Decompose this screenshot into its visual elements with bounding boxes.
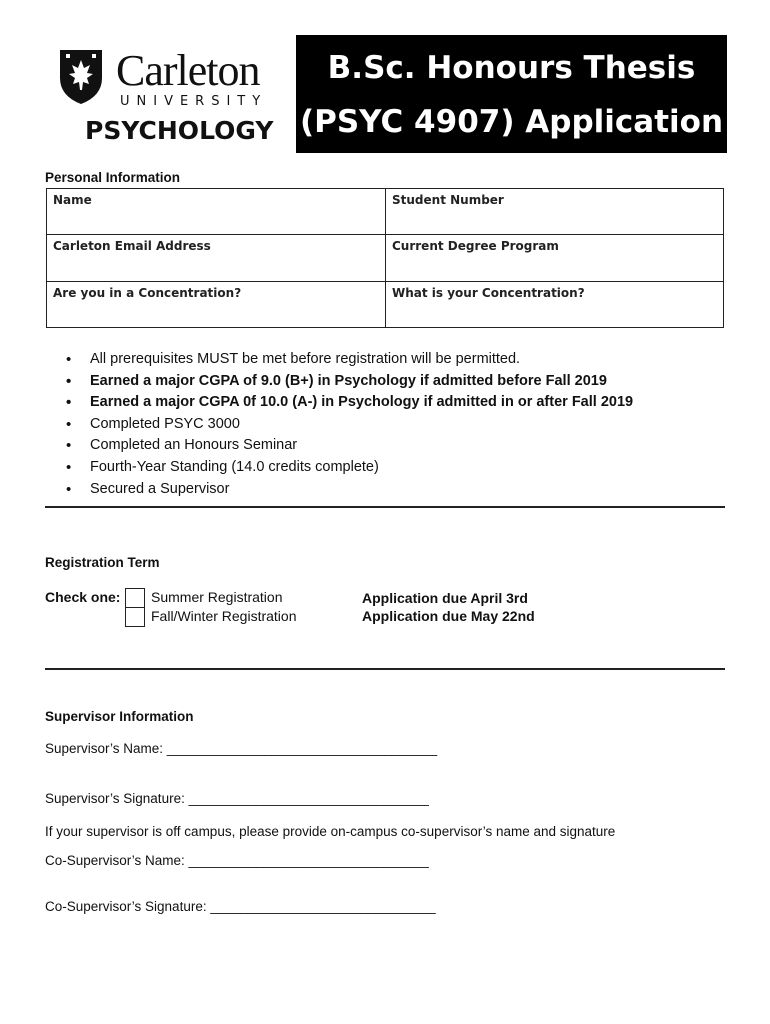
co-supervisor-signature-field[interactable]: Co-Supervisor’s Signature: ______________________________ — [45, 899, 436, 914]
carleton-logo — [58, 44, 288, 154]
concentration-question-field[interactable]: Are you in a Concentration? — [47, 281, 386, 327]
student-number-field[interactable]: Student Number — [386, 189, 724, 235]
fall-winter-registration-checkbox[interactable] — [125, 607, 145, 627]
summer-registration-label: Summer Registration — [151, 589, 283, 605]
carleton-wordmark: Carleton — [116, 46, 260, 95]
personal-info-heading: Personal Information — [45, 170, 181, 185]
fall-winter-due-date: Application due May 22nd — [362, 608, 535, 624]
list-item: • Secured a Supervisor — [64, 479, 633, 501]
list-item: • Fourth-Year Standing (14.0 credits complete) — [64, 457, 633, 479]
off-campus-note: If your supervisor is off campus, please provide on-campus co-supervisor’s name and signature — [45, 824, 616, 839]
fall-winter-registration-label: Fall/Winter Registration — [151, 608, 297, 624]
degree-program-field[interactable]: Current Degree Program — [386, 235, 724, 281]
supervisor-info-heading: Supervisor Information — [45, 709, 194, 724]
crest-icon — [58, 48, 104, 106]
list-item: • Completed an Honours Seminar — [64, 435, 633, 457]
email-field[interactable]: Carleton Email Address — [47, 235, 386, 281]
department-name: PSYCHOLOGY — [85, 116, 274, 145]
personal-info-table — [46, 188, 724, 328]
form-title-line-1: B.Sc. Honours Thesis — [327, 50, 696, 86]
concentration-name-field[interactable]: What is your Concentration? — [386, 281, 724, 327]
list-item: • All prerequisites MUST be met before registration will be permitted. — [64, 349, 633, 371]
list-item: • Completed PSYC 3000 — [64, 414, 633, 436]
summer-due-date: Application due April 3rd — [362, 590, 528, 606]
supervisor-signature-field[interactable]: Supervisor’s Signature: ________________________________ — [45, 791, 429, 806]
check-one-label: Check one: — [45, 589, 121, 605]
list-item: • Earned a major CGPA 0f 10.0 (A-) in Psychology if admitted in or after Fall 2019 — [64, 392, 633, 414]
co-supervisor-name-field[interactable]: Co-Supervisor’s Name: ________________________________ — [45, 853, 429, 868]
form-title-banner — [296, 35, 727, 153]
form-title-line-2: (PSYC 4907) Application — [299, 104, 724, 140]
divider — [45, 506, 725, 508]
divider — [45, 668, 725, 670]
university-wordmark: UNIVERSITY — [120, 94, 268, 109]
supervisor-name-field[interactable]: Supervisor’s Name: ____________________________________ — [45, 741, 438, 756]
registration-term-heading: Registration Term — [45, 555, 160, 570]
name-field[interactable]: Name — [47, 189, 386, 235]
list-item: • Earned a major CGPA of 9.0 (B+) in Psychology if admitted before Fall 2019 — [64, 371, 633, 393]
requirements-list — [64, 349, 633, 500]
summer-registration-checkbox[interactable] — [125, 588, 145, 608]
